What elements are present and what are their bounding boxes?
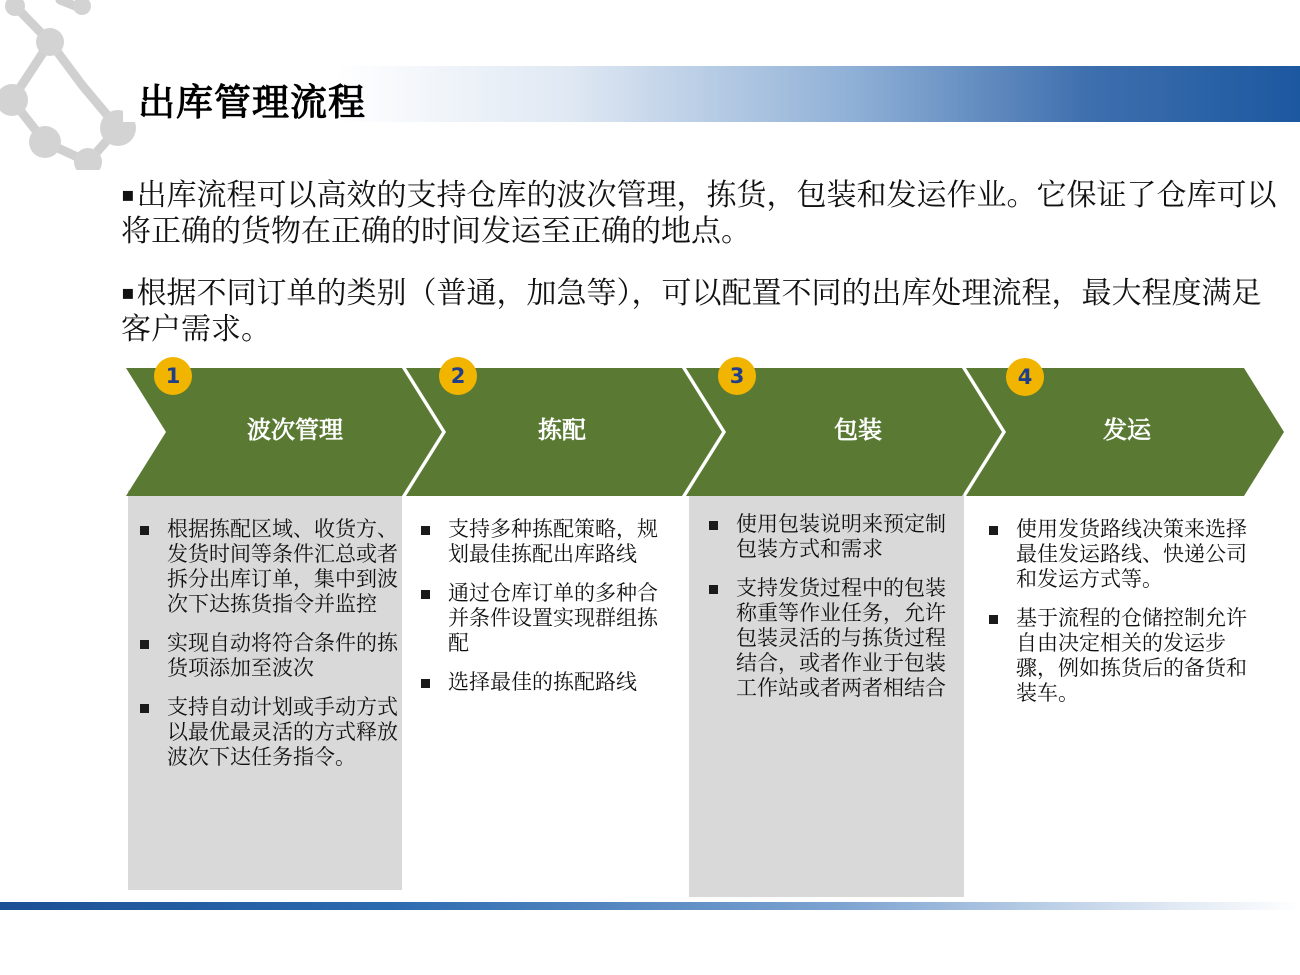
- list-item: 根据拣配区域、收货方、发货时间等条件汇总或者拆分出库订单，集中到波次下达拣货指令并监控: [140, 517, 398, 617]
- intro-paragraph-1-text: 出库流程可以高效的支持仓库的波次管理，拣货，包装和发运作业。它保证了仓库可以将正确的货物在正确的时间发运至正确的地点。: [121, 178, 1277, 249]
- list-item: 选择最佳的拣配路线: [421, 670, 671, 695]
- square-bullet-icon: [989, 526, 998, 535]
- square-bullet-icon: [421, 590, 430, 599]
- step-2-label: 拣配: [538, 416, 586, 444]
- step-3-number-badge: 3: [718, 357, 756, 395]
- list-item: 基于流程的仓储控制允许自由决定相关的发运步骤，例如拣货后的备货和装车。: [989, 606, 1254, 706]
- square-bullet-icon: [709, 521, 718, 530]
- list-item: 支持自动计划或手动方式以最优最灵活的方式释放波次下达任务指令。: [140, 695, 398, 770]
- square-bullet-icon: [140, 704, 149, 713]
- square-bullet-icon: [709, 585, 718, 594]
- square-bullet-icon: [989, 615, 998, 624]
- list-item: 实现自动将符合条件的拣货项添加至波次: [140, 631, 398, 681]
- square-bullet-icon: [421, 526, 430, 535]
- step-4-detail-list: [989, 517, 1254, 720]
- square-bullet-icon: [140, 526, 149, 535]
- square-bullet-icon: [140, 640, 149, 649]
- step-1-number-badge: 1: [154, 357, 192, 395]
- step-3-label: 包装: [834, 416, 882, 444]
- list-item: 支持发货过程中的包装称重等作业任务，允许包装灵活的与拣货过程结合，或者作业于包装工作站或者两者相结合: [709, 576, 959, 701]
- intro-paragraph-2-text: 根据不同订单的类别（普通，加急等），可以配置不同的出库处理流程，最大程度满足客户需求。: [121, 276, 1262, 347]
- list-item: 通过仓库订单的多种合并条件设置实现群组拣配: [421, 581, 671, 656]
- paragraph-bullet-icon: ▪: [121, 280, 135, 304]
- paragraph-bullet-icon: ▪: [121, 182, 135, 206]
- step-3-detail-list: [709, 512, 959, 715]
- step-2-detail-list: [421, 517, 671, 709]
- list-item: 支持多种拣配策略，规划最佳拣配出库路线: [421, 517, 671, 567]
- footer-divider: [0, 902, 1300, 910]
- list-item: 使用发货路线决策来选择最佳发运路线、快递公司和发运方式等。: [989, 517, 1254, 592]
- step-1-label: 波次管理: [247, 416, 343, 444]
- list-item: 使用包装说明来预定制包装方式和需求: [709, 512, 959, 562]
- page-title: 出库管理流程: [138, 81, 366, 124]
- square-bullet-icon: [421, 679, 430, 688]
- step-4-label: 发运: [1103, 416, 1151, 444]
- step-4-number-badge: 4: [1006, 358, 1044, 396]
- step-1-detail-list: [140, 517, 398, 784]
- step-2-number-badge: 2: [439, 357, 477, 395]
